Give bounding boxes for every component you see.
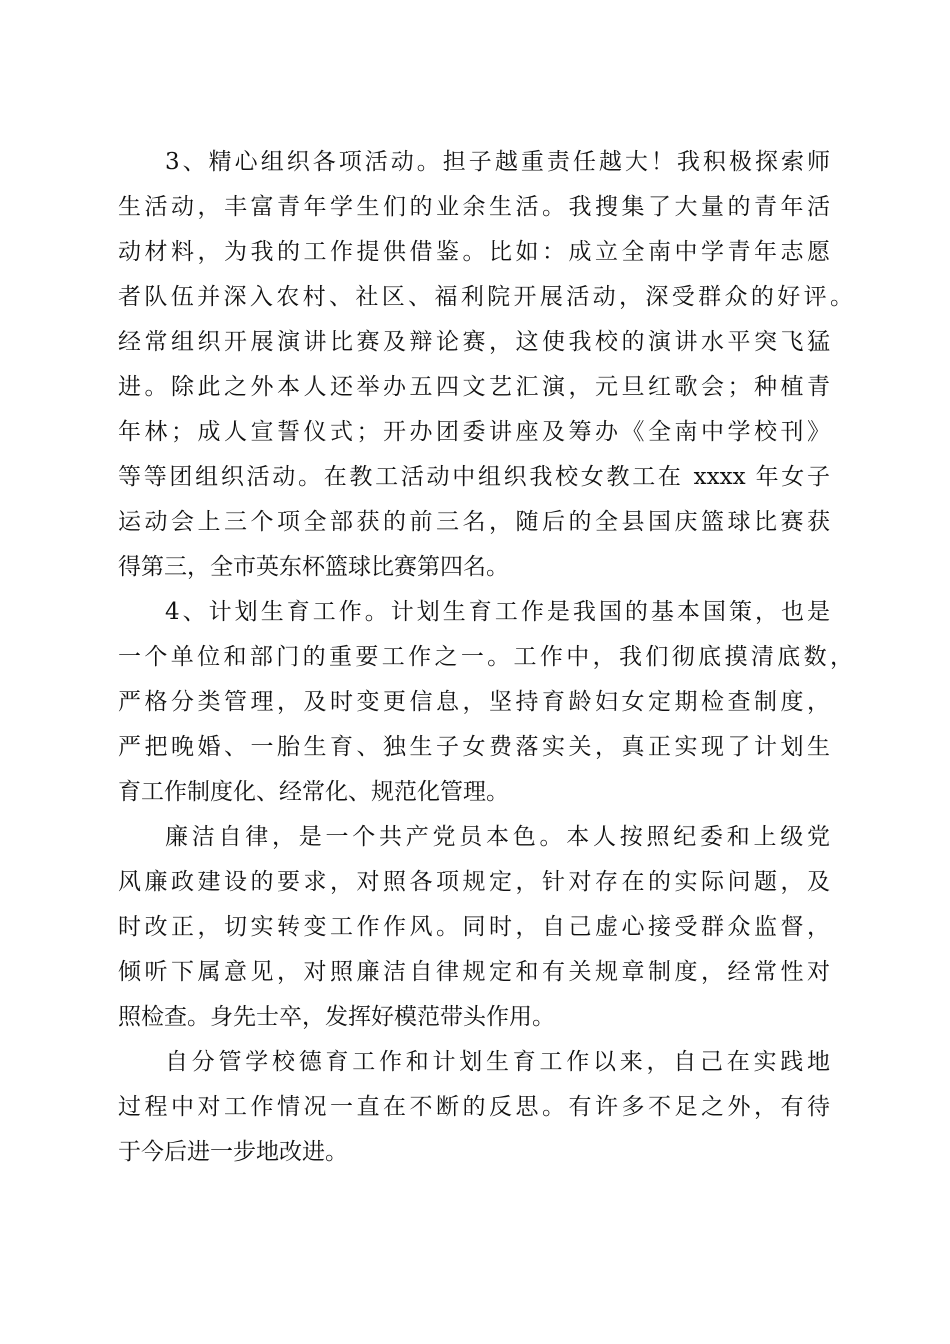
text-line: 4、计划生育工作。计划生育工作是我国的基本国策，也是 <box>165 599 830 625</box>
text-line: 经常组织开展演讲比赛及辩论赛，这使我校的演讲水平突飞猛 <box>118 329 830 355</box>
text-line: 自分管学校德育工作和计划生育工作以来，自己在实践地 <box>165 1049 830 1075</box>
text-line: 等等团组织活动。在教工活动中组织我校女教工在 xxxx 年女子 <box>118 464 830 490</box>
paragraph <box>118 815 830 1040</box>
text-line: 进。除此之外本人还举办五四文艺汇演，元旦红歌会；种植青 <box>118 374 830 400</box>
text-line: 动材料，为我的工作提供借鉴。比如：成立全南中学青年志愿 <box>118 239 830 265</box>
paragraph <box>118 590 853 815</box>
text-line: 严格分类管理，及时变更信息，坚持育龄妇女定期检查制度， <box>118 689 830 715</box>
text-line: 生活动，丰富青年学生们的业余生活。我搜集了大量的青年活 <box>118 194 830 220</box>
text-line: 者队伍并深入农村、社区、福利院开展活动，深受群众的好评。 <box>118 284 853 310</box>
document-body <box>118 140 853 1175</box>
paragraph <box>118 1040 830 1175</box>
text-line: 时改正，切实转变工作作风。同时，自己虚心接受群众监督， <box>118 914 830 940</box>
text-line: 育工作制度化、经常化、规范化管理。 <box>118 779 509 805</box>
text-line: 过程中对工作情况一直在不断的反思。有许多不足之外，有待 <box>118 1094 830 1120</box>
text-line: 年林；成人宣誓仪式；开办团委讲座及筹办《全南中学校刊》 <box>118 419 830 445</box>
paragraph <box>118 140 853 590</box>
text-line: 倾听下属意见，对照廉洁自律规定和有关规章制度，经常性对 <box>118 959 830 985</box>
text-line: 廉洁自律，是一个共产党员本色。本人按照纪委和上级党 <box>165 824 830 850</box>
text-line: 风廉政建设的要求，对照各项规定，针对存在的实际问题，及 <box>118 869 830 895</box>
text-line: 严把晚婚、一胎生育、独生子女费落实关，真正实现了计划生 <box>118 734 830 760</box>
text-line: 照检查。身先士卒，发挥好模范带头作用。 <box>118 1004 555 1030</box>
text-line: 3、精心组织各项活动。担子越重责任越大！我积极探索师 <box>165 149 830 175</box>
text-line: 一个单位和部门的重要工作之一。工作中，我们彻底摸清底数， <box>118 644 853 670</box>
text-line: 得第三，全市英东杯篮球比赛第四名。 <box>118 554 509 580</box>
text-line: 于今后进一步地改进。 <box>118 1139 348 1165</box>
text-line: 运动会上三个项全部获的前三名，随后的全县国庆篮球比赛获 <box>118 509 830 535</box>
